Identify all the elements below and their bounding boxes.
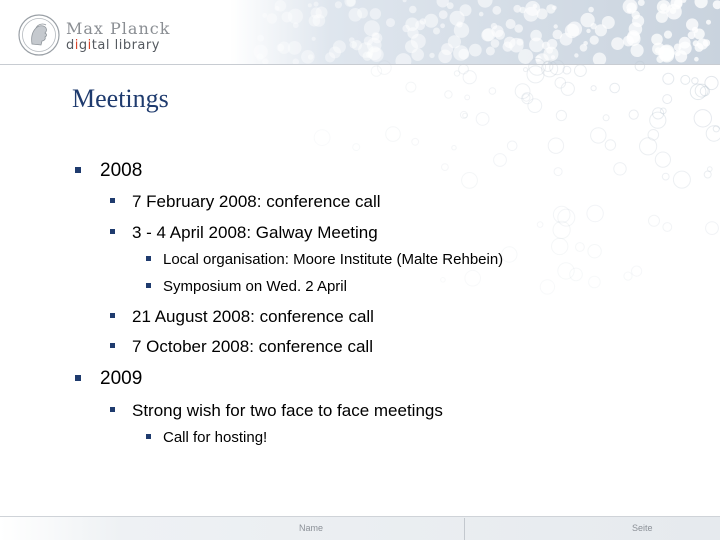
bullet-item bbox=[163, 278, 347, 295]
bullet-item bbox=[132, 223, 378, 243]
bullet-item bbox=[100, 368, 142, 390]
bullet-text: 7 October 2008: conference call bbox=[132, 337, 373, 356]
bullet-item bbox=[132, 307, 374, 327]
square-bullet-icon bbox=[110, 343, 115, 348]
footer-page-label: Seite bbox=[632, 523, 653, 533]
max-planck-logo bbox=[18, 14, 171, 58]
square-bullet-icon bbox=[110, 407, 115, 412]
square-bullet-icon bbox=[110, 198, 115, 203]
square-bullet-icon bbox=[75, 167, 81, 173]
square-bullet-icon bbox=[110, 229, 115, 234]
square-bullet-icon bbox=[75, 375, 81, 381]
bullet-item bbox=[100, 160, 142, 182]
bullet-text: Symposium on Wed. 2 April bbox=[163, 278, 347, 295]
square-bullet-icon bbox=[110, 313, 115, 318]
bullet-item bbox=[163, 251, 503, 268]
footer-separator bbox=[464, 518, 465, 540]
square-bullet-icon bbox=[146, 256, 151, 261]
bullet-text: 2008 bbox=[100, 160, 143, 181]
bullet-text: 7 February 2008: conference call bbox=[132, 192, 381, 211]
bullet-item bbox=[163, 429, 267, 446]
footer-name: Name bbox=[299, 523, 324, 533]
bullet-item bbox=[132, 401, 443, 421]
bullet-text: Call for hosting! bbox=[163, 429, 268, 446]
footer-divider bbox=[0, 516, 720, 517]
bullet-text: 3 - 4 April 2008: Galway Meeting bbox=[132, 223, 378, 242]
bullet-text: 21 August 2008: conference call bbox=[132, 307, 374, 326]
square-bullet-icon bbox=[146, 283, 151, 288]
header-divider bbox=[0, 64, 720, 65]
bullet-item bbox=[132, 192, 381, 212]
slide-title: Meetings bbox=[72, 84, 169, 113]
bullet-text: 2009 bbox=[100, 368, 143, 389]
footer-band bbox=[0, 516, 720, 540]
bullet-text: Local organisation: Moore Institute (Malte Rehbein) bbox=[163, 251, 504, 268]
logo-subtitle: digital library bbox=[66, 38, 160, 53]
square-bullet-icon bbox=[146, 434, 151, 439]
minerva-seal-icon bbox=[18, 14, 60, 56]
bullet-item bbox=[132, 337, 373, 357]
logo-wordmark: Max Planck bbox=[66, 19, 171, 38]
bullet-text: Strong wish for two face to face meetings bbox=[132, 401, 443, 420]
